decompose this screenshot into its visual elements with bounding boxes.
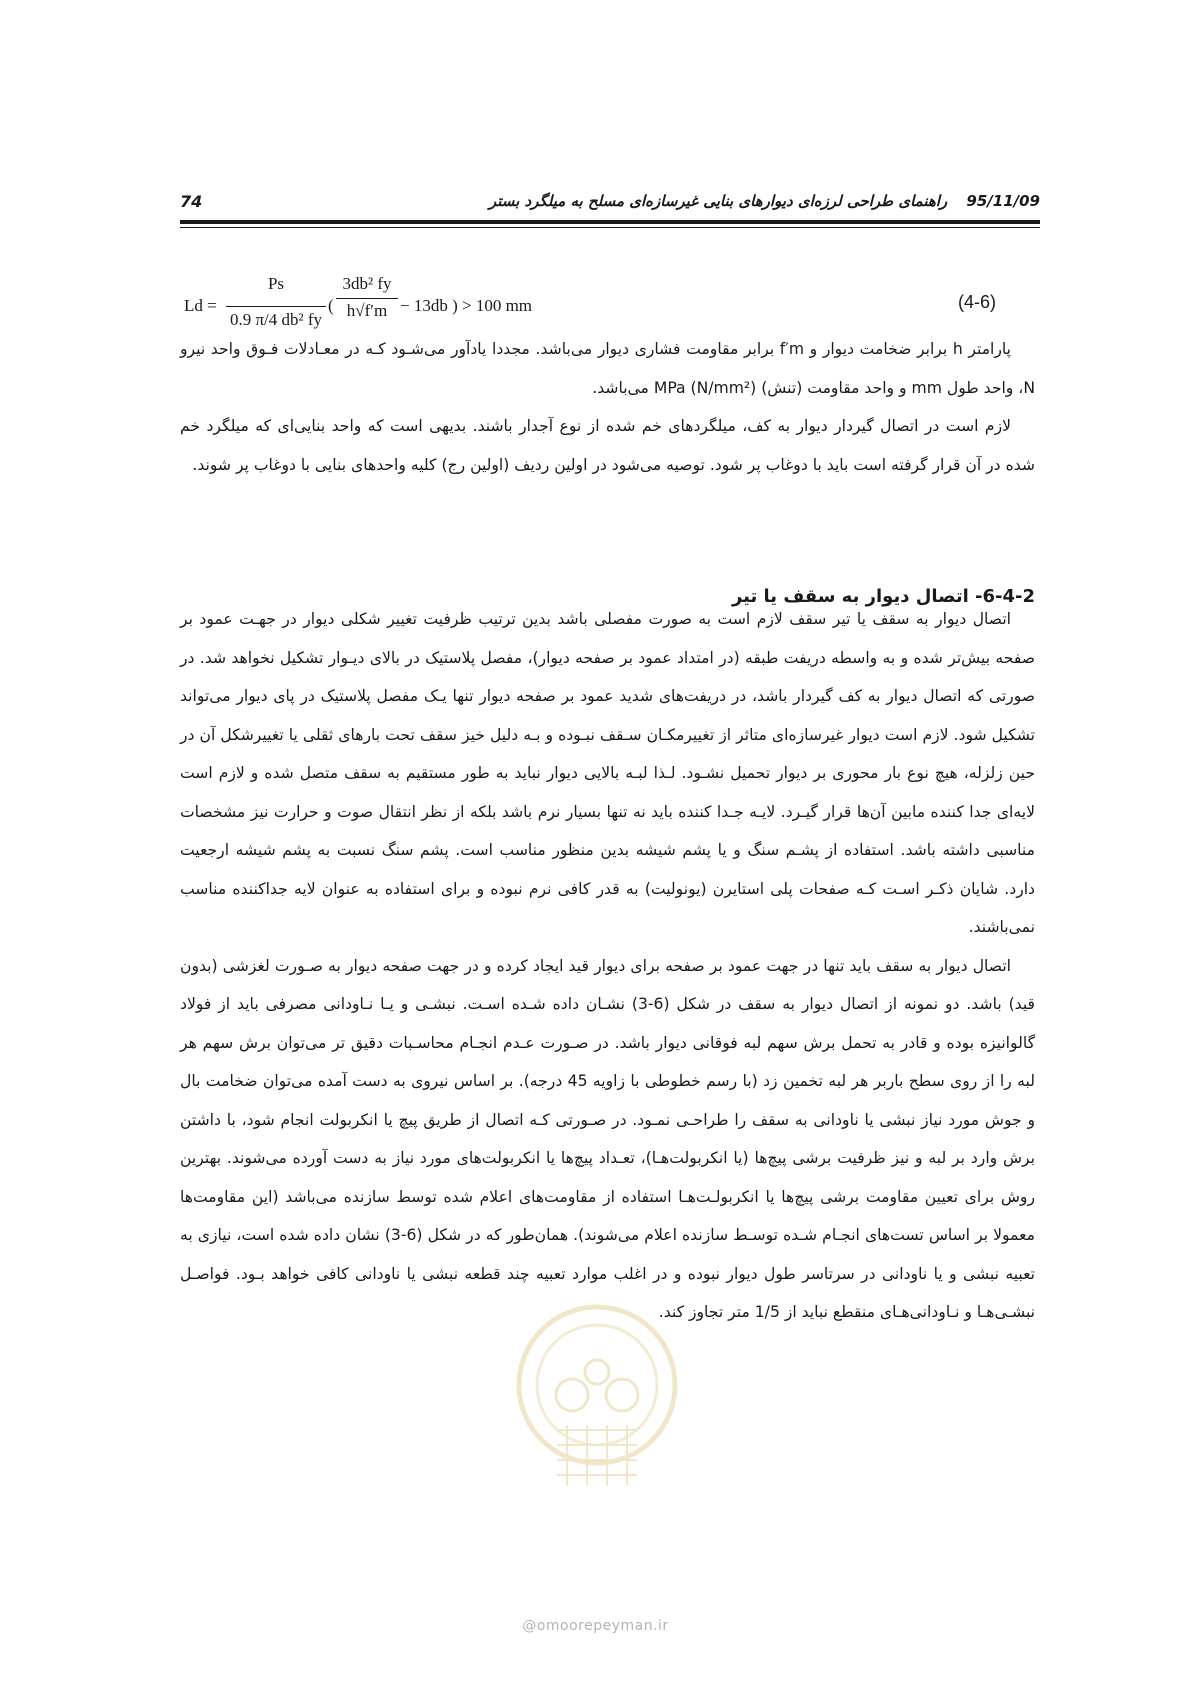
- paragraph: اتصال دیوار به سقف باید تنها در جهت عمود بر صفحه برای دیوار قید ایجاد کرده و در جهت صفحه دیوار به صـورت لغزشی (بدون قید) باشد. دو نمونه از اتصال دیوار به سقف در شکل (6-3) نشـان داده شـده اسـت. نبشـی و یـا نـاودانی مصرفی باید از فولاد گالوانیزه بوده و قادر به تحمل برش سهم لبه فوقانی دیوار باشد. در صـورت عـدم انجـام محاسـبات دقیق تر می‌توان برش سهم هر لبه را از روی سطح باربر هر لبه تخمین زد (با رسم خطوطی با زاویه 45 درجه). بر اساس نیروی به دست آمده می‌توان ضخامت بال و جوش مورد نیاز نبشی یا ناودانی به سقف را طراحـی نمـود. در صـورتی کـه اتصال از طریق پیچ یا انکربولت انجام شود، با داشتن برش وارد بر لبه و نیز ظرفیت برشی پیچ‌ها (یا انکربولت‌هـا)، تعـداد پیچ‌ها یا انکربولت‌های مورد نیاز به دست آورده می‌شوند. بهترین روش برای تعیین مقاومت برشی پیچ‌ها یا انکربولـت‌هـا استفاده از مقاومت‌های اعلام شده توسط سازنده می‌باشد (این مقاومت‌ها معمولا بر اساس تست‌های انجـام شـده توسـط سازنده اعلام می‌شوند). همان‌طور که در شکل (6-3) نشان داده شده است، نیازی به تعبیه نبشی و یا ناودانی در سرتاسر طول دیوار نبوده و در اغلب موارد تعبیه چند قطعه نبشی یا ناودانی کافی خواهد بـود. فواصـل نبشـی‌هـا و نـاودانی‌هـای منقطع نباید از 1/5 متر تجاوز کند.: [180, 956, 1035, 1321]
- equation-open-paren: (: [328, 296, 334, 315]
- watermark-seal-icon: [512, 1300, 682, 1504]
- page-number: 74: [180, 192, 203, 211]
- running-header: [180, 192, 1040, 218]
- section-heading: 6-4-2- اتصال دیوار به سقف یا تیر: [731, 586, 1035, 607]
- header-date: 95/11/09: [966, 192, 1040, 210]
- fraction-2-denominator: h√f′m: [346, 301, 388, 320]
- footer-watermark: @omoorepeyman.ir: [522, 1618, 669, 1634]
- paragraph: اتصال دیوار به سقف یا تیر سقف لازم است به صورت مفصلی باشد بدین ترتیب ظرفیت تغییر شکلی دیوار در جهـت عمود بر صفحه بیش‌تر شده و به واسطه دریفت طبقه (در امتداد عمود بر صفحه دیوار)، مفصل پلاستیک در بالای دیـوار تشکیل نخواهد شد. در صورتی که اتصال دیوار به کف گیردار باشد، در دریفت‌های شدید عمود بر صفحه دیوار تنها یـک مفصل پلاستیک در پای دیوار می‌تواند تشکیل شود. لازم است دیوار غیرسازه‌ای متاثر از تغییرمکـان سـقف نبـوده و بـه دلیل خیز سقف تحت بارهای ثقلی یا تغییرشکل آن در حین زلزله، هیچ نوع بار محوری بر دیوار تحمیل نشـود. لـذا لبـه بالایی دیوار نباید به طور مستقیم به سقف متصل شده و لازم است لایه‌ای جدا کننده مابین آن‌ها قرار گیـرد. لایـه جـدا کننده باید نه تنها بسیار نرم باشد بلکه از نظر انتقال صوت و حرارت نیز مشخصات مناسبی داشته باشد. استفاده از پشـم سنگ و یا پشم شیشه بدین منظور مناسب است. پشم سنگ نسبت به پشم شیشه ارجعیت دارد. شایان ذکـر اسـت کـه صفحات پلی استایرن (یونولیت) به قدر کافی نرم نبوده و برای استفاده به عنوان لایه جداکننده مناسب نمی‌باشند.: [180, 610, 1035, 936]
- header-title: راهنمای طراحی لرزه‌ای دیوارهای بنایی غیرسازه‌ای مسلح به میلگرد بستر: [488, 192, 948, 210]
- fraction-2-numerator: 3db² fy: [342, 274, 392, 293]
- header-title-line: [489, 192, 1040, 210]
- equation-number: (4-6): [958, 292, 997, 312]
- equation-tail: − 13db ) > 100 mm: [400, 296, 533, 315]
- equation-lhs: Ld =: [184, 296, 217, 315]
- fraction-1-numerator: Ps: [267, 274, 285, 293]
- header-rule-thin: [180, 227, 1040, 228]
- fraction-1-denominator: 0.9 π/4 db² fy: [229, 310, 323, 329]
- paragraph: لازم است در اتصال گیردار دیوار به کف، میلگردهای خم شده از نوع آجدار باشند. بدیهی است که واحد بنایی‌ای که میلگرد خم شده در آن قرار گرفته است باید با دوغاب پر شود. توصیه می‌شود در اولین ردیف (اولین رج) کلیه واحدهای بنایی با دوغاب پر شوند.: [180, 417, 1035, 474]
- body-text-top: [180, 330, 1035, 484]
- paragraph: پارامتر h برابر ضخامت دیوار و f′m برابر مقاومت فشاری دیوار می‌باشد. مجددا یادآور می‌شـود کـه در معـادلات فـوق واحد نیرو N، واحد طول mm و واحد مقاومت (تنش) MPa (N/mm²) می‌باشد.: [180, 340, 1035, 397]
- header-rule-thick: [180, 220, 1040, 224]
- fraction-2-bar: [336, 298, 398, 299]
- fraction-1-bar: [226, 306, 326, 307]
- body-text-bottom: [180, 600, 1035, 1332]
